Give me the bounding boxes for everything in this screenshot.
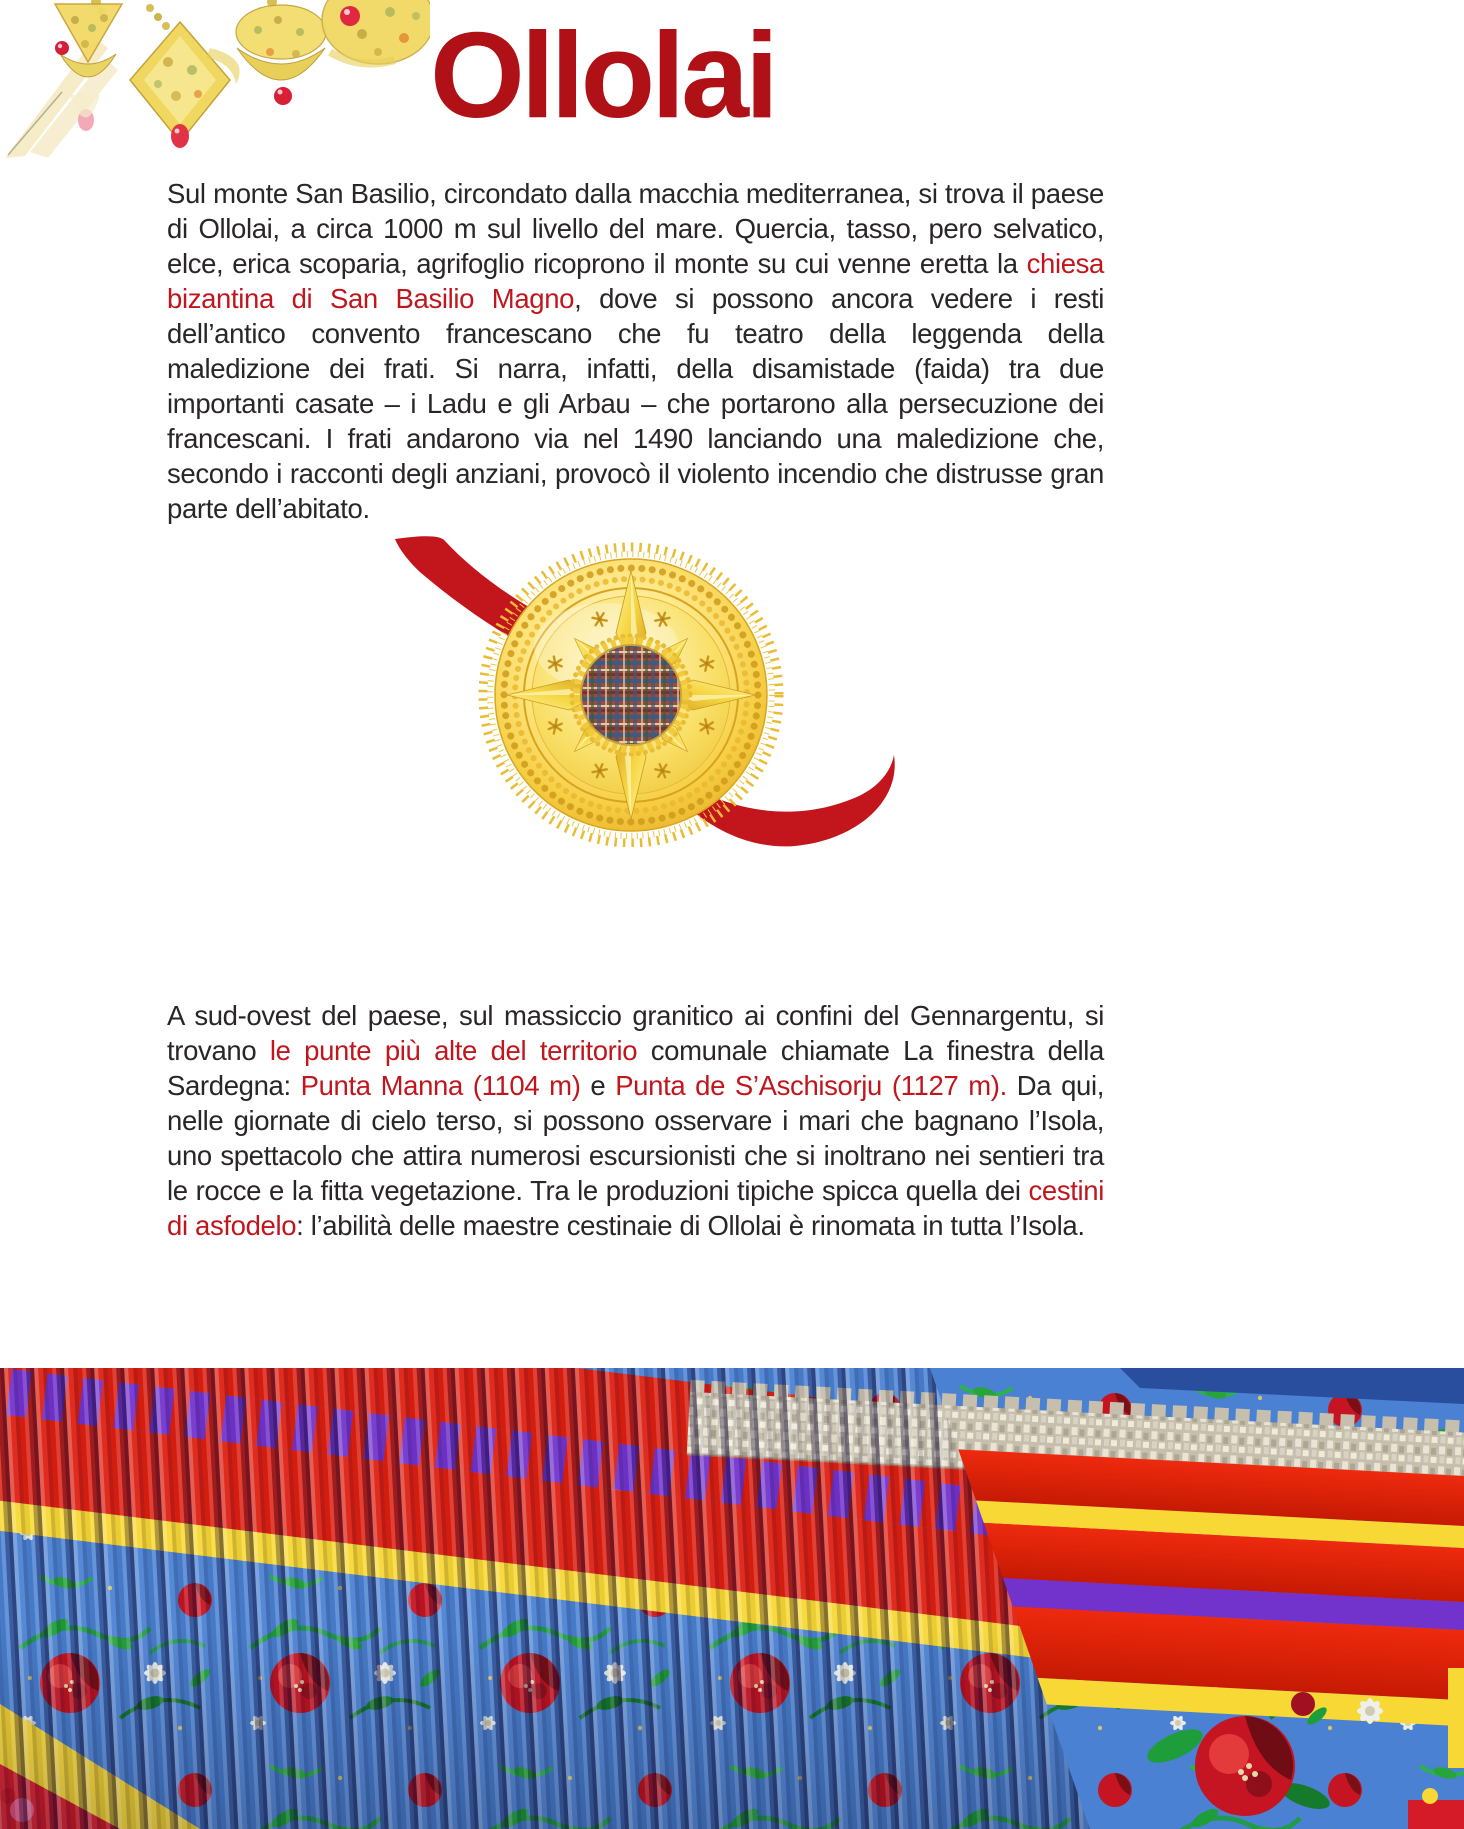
paragraph-monte-san-basilio	[167, 176, 1104, 526]
body-text: e	[580, 1070, 616, 1101]
body-text: Da qui, nelle giornate di cielo terso, si possono osservare i mari che bagnano l’Isola, uno spettacolo che attira numerosi escursionisti che si inoltrano nei sentieri tra le rocce e la fitta vegetazione. Tra le produzioni tipiche spicca quella dei	[167, 1070, 1105, 1206]
accent-text: chiesa bizantina di San Basilio Magno	[167, 248, 1104, 314]
jewelry-illustration	[0, 0, 430, 160]
costume-fabric-photo	[0, 1368, 1464, 1829]
accent-text: Punta Manna (1104 m)	[300, 1070, 581, 1101]
gold-button-4	[322, 0, 430, 64]
body-text: comunale chiamate La finestra della Sardegna:	[167, 1035, 1104, 1101]
accent-text: cestini di asfodelo	[167, 1175, 1104, 1241]
plaid-fabric-center	[581, 645, 681, 745]
gold-button-2	[130, 4, 240, 148]
accent-text: le punte più alte del territorio	[269, 1035, 638, 1066]
gold-button-3	[236, 0, 326, 105]
body-text: Sul monte San Basilio, circondato dalla macchia mediterranea, si trova il paese di Ollolai, a circa 1000 m sul livello del mare. Quercia, tasso, pero selvatico, elce, erica scoparia, agrifoglio ricoprono il monte su cui venne eretta la	[167, 178, 1104, 279]
paragraph-sud-ovest	[167, 998, 1104, 1243]
body-text: : l’abilità delle maestre cestinaie di Ollolai è rinomata in tutta l’Isola.	[296, 1210, 1085, 1241]
body-text: A sud-ovest del paese, sul massiccio granitico ai confini del Gennargentu, si trovano	[167, 1000, 1104, 1066]
gold-button-medallion	[483, 547, 779, 843]
medallion-illustration	[383, 535, 898, 847]
body-text: , dove si possono ancora vedere i resti dell’antico convento francescano che fu teatro della leggenda della maledizione dei frati. Si narra, infatti, della disamistade (faida) tra due importanti casate – i Ladu e gli Arbau – che portarono alla persecuzione dei francescani. I frati andarono via nel 1490 lanciando una maledizione che, secondo i racconti degli anziani, provocò il violento incendio che distrusse gran parte dell’abitato.	[167, 283, 1104, 524]
page-title: Ollolai	[430, 7, 775, 143]
costume-fabric-illustration	[0, 1368, 1464, 1829]
accent-text: Punta de S’Aschisorju (1127 m).	[615, 1070, 1007, 1101]
